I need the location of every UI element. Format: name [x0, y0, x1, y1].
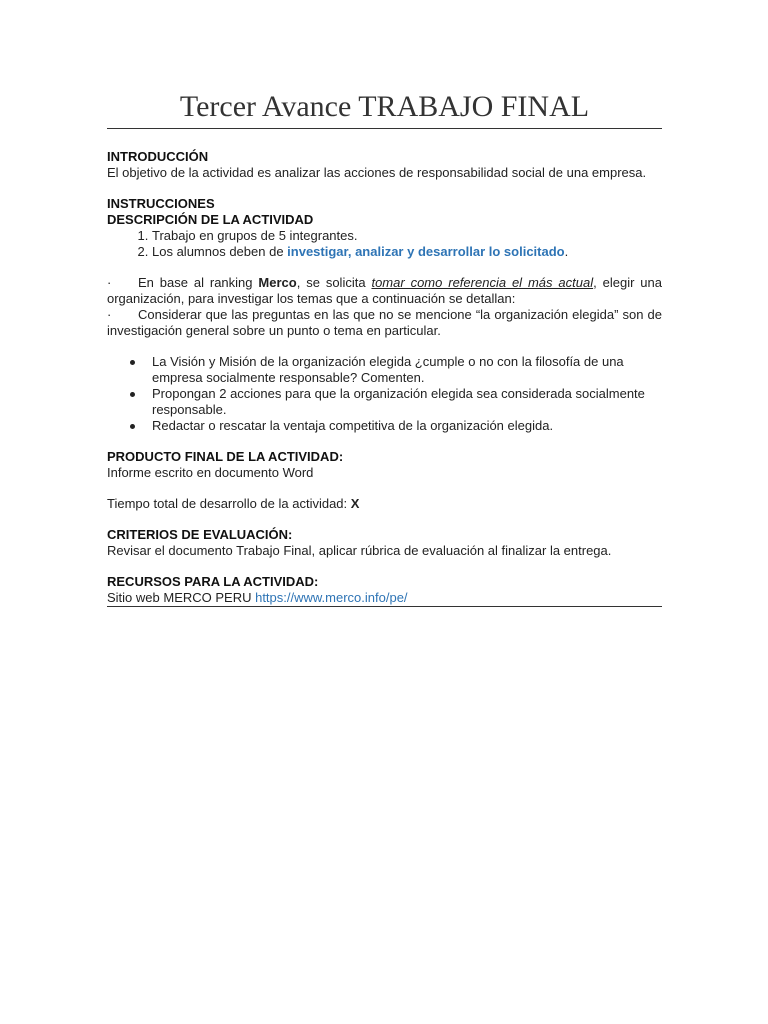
- underlined-text: tomar como referencia el más actual: [371, 275, 594, 290]
- time-text: Tiempo total de desarrollo de la actividad: X: [107, 496, 360, 511]
- resources-section: [107, 574, 662, 607]
- product-heading: PRODUCTO FINAL DE LA ACTIVIDAD:: [107, 449, 344, 464]
- product-text: Informe escrito en documento Word: [107, 465, 314, 480]
- middle-dot-icon: ·: [107, 275, 112, 290]
- list-item: Redactar o rescatar la ventaja competitiva de la organización elegida.: [152, 418, 662, 434]
- note-paragraph: · Considerar que las preguntas en las que no se mencione “la organización elegida” son de investigación general sobre un punto o tema en particular.: [107, 307, 662, 338]
- tasks-section: [107, 354, 662, 434]
- time-value: X: [350, 496, 360, 511]
- instructions-heading: INSTRUCCIONES: [107, 196, 215, 211]
- intro-text: El objetivo de la actividad es analizar las acciones de responsabilidad social de una empresa.: [107, 165, 647, 180]
- bullet-icon: [130, 392, 135, 397]
- document-title: Tercer Avance TRABAJO FINAL: [107, 88, 662, 129]
- time-section: [107, 496, 662, 512]
- note-paragraph: · En base al ranking Merco, se solicita tomar como referencia el más actual, elegir una organización, para investigar los temas que a continuación se detallan:: [107, 275, 662, 306]
- bullet-icon: [130, 360, 135, 365]
- instructions-section: [107, 196, 662, 260]
- list-item: Propongan 2 acciones para que la organización elegida sea considerada socialmente responsable.: [152, 386, 662, 418]
- instructions-list: [107, 228, 662, 260]
- list-item: 1. Trabajo en grupos de 5 integrantes.: [152, 228, 662, 244]
- product-section: [107, 449, 662, 481]
- criteria-text: Revisar el documento Trabajo Final, aplicar rúbrica de evaluación al finalizar la entrega.: [107, 543, 612, 558]
- document-page: [107, 88, 662, 607]
- middle-dot-icon: ·: [107, 307, 112, 322]
- merco-bold: Merco: [258, 275, 297, 290]
- list-item: 2. Los alumnos deben de investigar, analizar y desarrollar lo solicitado.: [152, 244, 662, 260]
- activity-description-heading: DESCRIPCIÓN DE LA ACTIVIDAD: [107, 212, 314, 227]
- merco-link[interactable]: https://www.merco.info/pe/: [255, 590, 408, 605]
- list-item: La Visión y Misión de la organización elegida ¿cumple o no con la filosofía de una empresa socialmente responsable? Comenten.: [152, 354, 662, 386]
- resources-heading: RECURSOS PARA LA ACTIVIDAD:: [107, 574, 319, 589]
- resources-line: Sitio web MERCO PERU https://www.merco.info/pe/: [107, 590, 662, 607]
- criteria-section: [107, 527, 662, 559]
- intro-section: [107, 149, 662, 181]
- notes-section: [107, 275, 662, 339]
- highlighted-text: investigar, analizar y desarrollar lo solicitado: [287, 244, 565, 259]
- intro-heading: INTRODUCCIÓN: [107, 149, 209, 164]
- bullet-icon: [130, 424, 135, 429]
- tasks-list: [107, 354, 662, 434]
- criteria-heading: CRITERIOS DE EVALUACIÓN:: [107, 527, 293, 542]
